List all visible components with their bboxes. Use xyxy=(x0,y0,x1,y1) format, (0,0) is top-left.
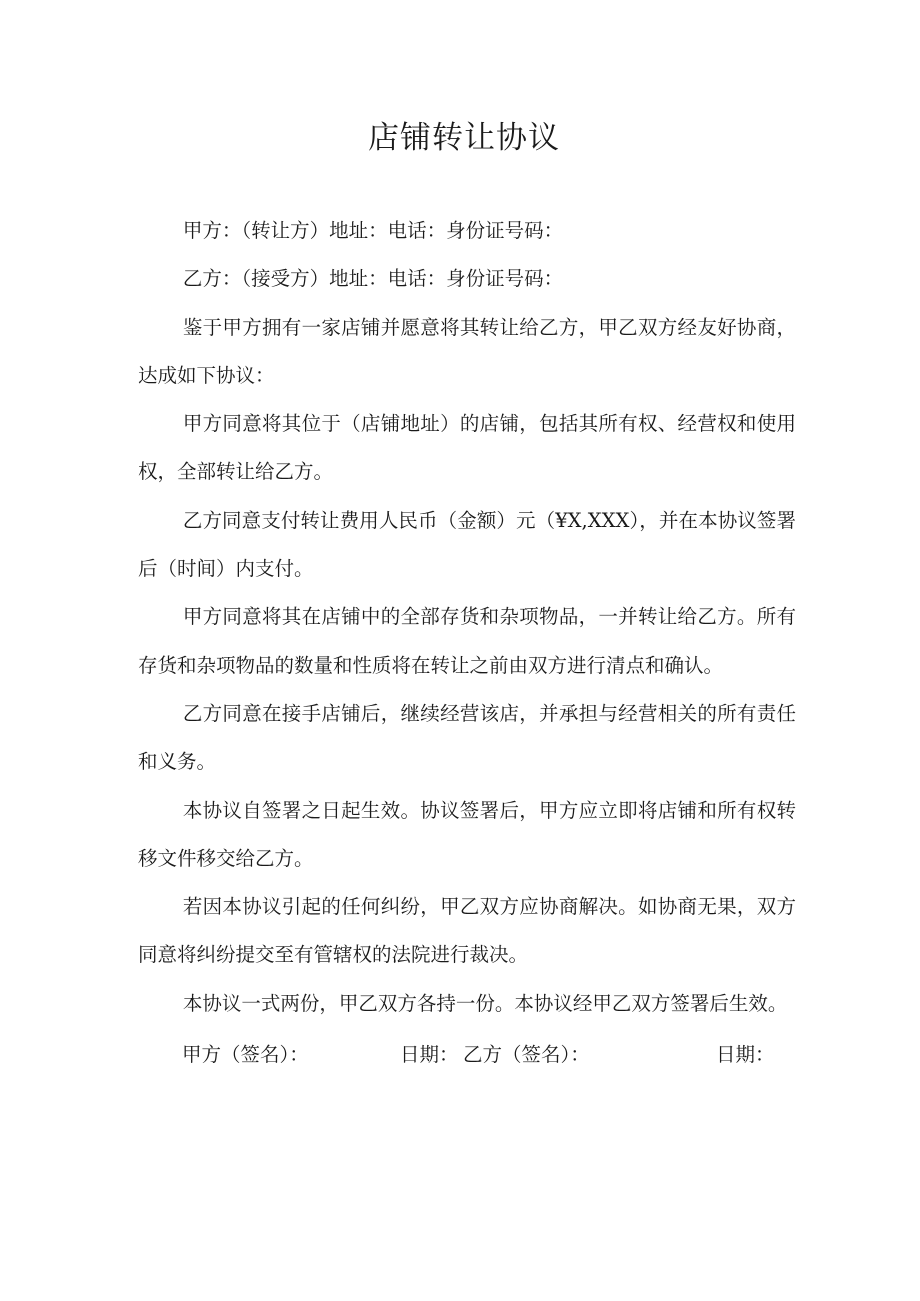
clause-copies: 本协议一式两份，甲乙双方各持一份。本协议经甲乙双方签署后生效。 xyxy=(182,991,788,1015)
party-b-date-label: 日期： xyxy=(716,1043,775,1066)
document-body xyxy=(138,207,796,1028)
preamble-paragraph: 鉴于甲方拥有一家店铺并愿意将其转让给乙方，甲乙双方经友好协商，达成如下协议： xyxy=(138,315,796,387)
clause-operation: 乙方同意在接手店铺后，继续经营该店，并承担与经营相关的所有责任和义务。 xyxy=(138,701,796,774)
party-a-date-label: 日期： xyxy=(400,1043,459,1066)
clause-payment: 乙方同意支付转让费用人民币（金额）元（¥X,XXX），并在本协议签署后（时间）内支付。 xyxy=(138,508,796,581)
clause-dispute: 若因本协议引起的任何纠纷，甲乙双方应协商解决。如协商无果，双方同意将纠纷提交至有管辖权的法院进行裁决。 xyxy=(138,895,796,967)
clause-effective: 本协议自签署之日起生效。协议签署后，甲方应立即将店铺和所有权转移文件移交给乙方。 xyxy=(138,798,796,870)
signature-line xyxy=(138,1031,838,1079)
clause-inventory: 甲方同意将其在店铺中的全部存货和杂项物品，一并转让给乙方。所有存货和杂项物品的数量和性质将在转让之前由双方进行清点和确认。 xyxy=(138,605,796,677)
party-b-signature-label: 乙方（签名）： xyxy=(463,1043,590,1066)
party-b-info: 乙方：（接受方）地址：电话：身份证号码： xyxy=(182,267,564,291)
party-a-info: 甲方：（转让方）地址：电话：身份证号码： xyxy=(182,219,564,242)
document-title: 店铺转让协议 xyxy=(368,120,560,156)
clause-transfer: 甲方同意将其位于（店铺地址）的店铺，包括其所有权、经营权和使用权，全部转让给乙方。 xyxy=(138,412,796,484)
party-a-signature-label: 甲方（签名）： xyxy=(182,1043,309,1066)
